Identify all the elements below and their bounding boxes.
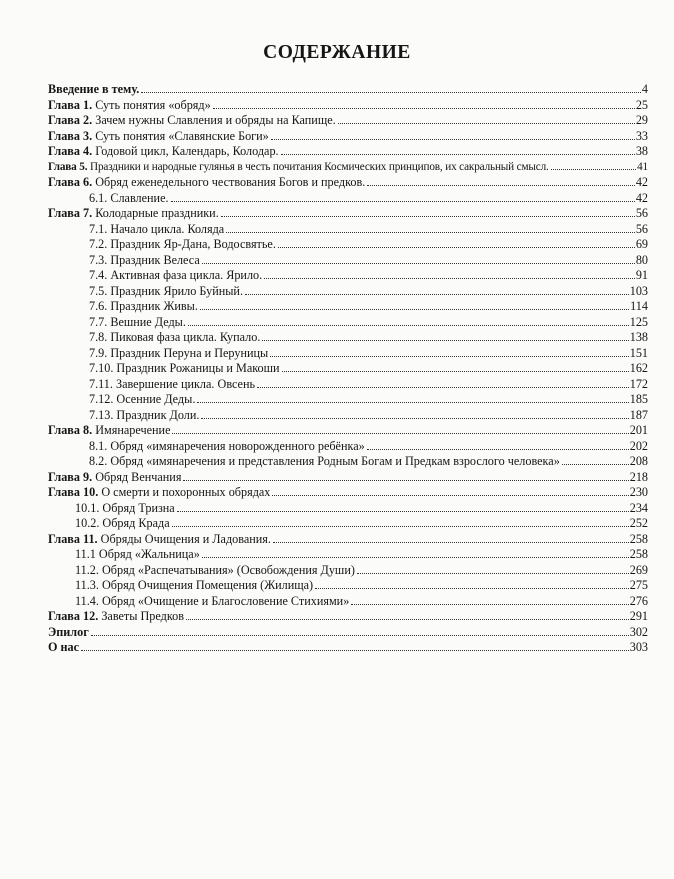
toc-entry-page: 29 bbox=[635, 113, 648, 127]
toc-entry bbox=[48, 547, 648, 563]
dot-leader bbox=[202, 263, 635, 264]
toc-entry-title: 7.9. Праздник Перуна и Перуницы bbox=[89, 345, 269, 360]
toc-entry bbox=[48, 346, 648, 362]
toc-entry bbox=[48, 439, 648, 455]
toc-entry-label bbox=[48, 160, 549, 176]
toc-entry-title: 7.4. Активная фаза цикла. Ярило. bbox=[89, 268, 263, 282]
toc-entry bbox=[48, 315, 648, 331]
toc-entry-title: 7.6. Праздник Живы. bbox=[89, 299, 198, 313]
toc-entry-page: 172 bbox=[629, 376, 648, 391]
dot-leader bbox=[201, 418, 628, 419]
toc-entry-label bbox=[48, 82, 139, 98]
toc-entry-page: 38 bbox=[635, 144, 648, 158]
dot-leader bbox=[221, 216, 635, 217]
toc-entry bbox=[48, 377, 648, 393]
toc-entry-title: 8.1. Обряд «имянаречения новорожденного ребёнка» bbox=[89, 438, 365, 453]
dot-leader bbox=[551, 169, 636, 170]
toc-entry-chapter: Глава 2. bbox=[48, 113, 93, 127]
dot-leader bbox=[271, 139, 635, 140]
toc-entry bbox=[48, 253, 648, 269]
toc-entry-label bbox=[75, 594, 349, 610]
toc-entry bbox=[48, 408, 648, 424]
toc-entry-label bbox=[89, 268, 262, 284]
toc-entry-page: 258 bbox=[629, 531, 648, 546]
toc-entry-page: 258 bbox=[629, 547, 648, 561]
toc-entry-page: 42 bbox=[635, 190, 648, 205]
dot-leader bbox=[281, 154, 635, 155]
dot-leader bbox=[367, 449, 629, 450]
dot-leader bbox=[202, 557, 629, 558]
dot-leader bbox=[315, 588, 629, 589]
toc-entry bbox=[48, 82, 648, 98]
toc-entry-label bbox=[48, 470, 181, 486]
toc-entry bbox=[48, 330, 648, 346]
toc-entry-title: 7.13. Праздник Доли. bbox=[89, 407, 200, 422]
dot-leader bbox=[562, 464, 629, 465]
toc-entry-title: Суть понятия «обряд» bbox=[95, 97, 211, 112]
toc-entry-label bbox=[48, 532, 271, 548]
toc-entry-page: 201 bbox=[629, 423, 648, 437]
dot-leader bbox=[270, 356, 629, 357]
dot-leader bbox=[226, 232, 635, 233]
toc-entry bbox=[48, 578, 648, 594]
dot-leader bbox=[245, 294, 629, 295]
toc-entry bbox=[48, 284, 648, 300]
toc-entry-label bbox=[89, 191, 169, 207]
toc-entry-page: 42 bbox=[635, 175, 648, 189]
toc-entry-chapter: Эпилог bbox=[48, 624, 89, 639]
toc-entry-label bbox=[89, 237, 276, 253]
toc-entry-chapter: Глава 5. bbox=[48, 160, 88, 173]
toc-entry-chapter: Введение в тему. bbox=[48, 82, 140, 96]
toc-entry-page: 138 bbox=[629, 330, 648, 344]
toc-entry-title: 11.3. Обряд Очищения Помещения (Жилища) bbox=[75, 578, 314, 592]
toc-entry-label bbox=[89, 408, 199, 424]
toc-entry-page: 56 bbox=[635, 221, 648, 236]
toc-entry bbox=[48, 532, 648, 548]
toc-entry bbox=[48, 237, 648, 253]
toc-entry-label bbox=[89, 377, 255, 393]
toc-entry bbox=[48, 268, 648, 284]
toc-entry-page: 218 bbox=[629, 469, 648, 484]
toc-entry-page: 302 bbox=[629, 624, 648, 639]
toc-entry bbox=[48, 299, 648, 315]
toc-entry-title: 10.2. Обряд Крада bbox=[75, 516, 170, 530]
dot-leader bbox=[200, 309, 629, 310]
toc-entry-label bbox=[48, 423, 170, 439]
dot-leader bbox=[273, 542, 629, 543]
toc-entry bbox=[48, 625, 648, 641]
toc-entry-label bbox=[48, 640, 79, 656]
toc-entry-label bbox=[75, 516, 170, 532]
dot-leader bbox=[172, 433, 628, 434]
toc-entry-page: 33 bbox=[635, 128, 648, 143]
toc-entry-page: 80 bbox=[635, 252, 648, 267]
toc-entry-title: 8.2. Обряд «имянаречения и представления Родным Богам и Предкам взрослого человека» bbox=[89, 454, 560, 468]
toc-entry-page: 230 bbox=[629, 485, 648, 499]
toc-entry bbox=[48, 361, 648, 377]
toc-entry bbox=[48, 609, 648, 625]
toc-entry bbox=[48, 175, 648, 191]
toc-entry-label bbox=[89, 315, 186, 331]
dot-leader bbox=[278, 247, 635, 248]
toc-entry bbox=[48, 516, 648, 532]
toc-entry-label bbox=[89, 284, 243, 300]
table-of-contents bbox=[48, 82, 648, 656]
toc-entry-title: 7.1. Начало цикла. Коляда bbox=[89, 221, 225, 236]
dot-leader bbox=[264, 278, 635, 279]
toc-entry bbox=[48, 594, 648, 610]
dot-leader bbox=[351, 604, 628, 605]
toc-entry-title: 11.1 Обряд «Жальница» bbox=[75, 547, 200, 561]
toc-entry-label bbox=[48, 129, 269, 145]
toc-entry-label bbox=[89, 222, 224, 238]
toc-entry-chapter: Глава 6. bbox=[48, 175, 93, 189]
toc-entry-label bbox=[89, 439, 365, 455]
toc-entry-page: 303 bbox=[629, 640, 648, 654]
toc-entry bbox=[48, 144, 648, 160]
toc-entry-page: 162 bbox=[629, 361, 648, 375]
toc-entry-page: 234 bbox=[629, 500, 648, 515]
toc-entry-title: Обряд Венчания bbox=[95, 469, 182, 484]
toc-entry-title: 7.7. Вешние Деды. bbox=[89, 314, 186, 329]
dot-leader bbox=[183, 480, 628, 481]
toc-entry-chapter: Глава 11. bbox=[48, 531, 98, 546]
toc-entry-label bbox=[48, 206, 219, 222]
toc-entry bbox=[48, 113, 648, 129]
dot-leader bbox=[257, 387, 629, 388]
toc-entry-page: 69 bbox=[635, 237, 648, 251]
toc-entry bbox=[48, 470, 648, 486]
toc-entry-page: 25 bbox=[635, 97, 648, 112]
toc-entry-title: 7.2. Праздник Яр-Дана, Водосвятье. bbox=[89, 237, 276, 251]
toc-entry-label bbox=[89, 361, 280, 377]
dot-leader bbox=[91, 635, 629, 636]
dot-leader bbox=[186, 619, 629, 620]
dot-leader bbox=[357, 573, 629, 574]
toc-entry-title: Праздники и народные гулянья в честь почитания Космических принципов, их сакральный смысл. bbox=[90, 160, 549, 173]
toc-entry-label bbox=[48, 625, 89, 641]
toc-entry-title: Имянаречение bbox=[95, 423, 171, 437]
toc-entry-label bbox=[89, 299, 198, 315]
toc-entry-title: 11.2. Обряд «Распечатывания» (Освобождения Души) bbox=[75, 562, 355, 577]
toc-entry-page: 291 bbox=[629, 609, 648, 623]
toc-entry-chapter: О нас bbox=[48, 640, 80, 654]
toc-entry-page: 91 bbox=[635, 268, 648, 282]
toc-entry-page: 208 bbox=[629, 454, 648, 468]
toc-entry-label bbox=[48, 98, 211, 114]
toc-entry bbox=[48, 222, 648, 238]
dot-leader bbox=[177, 511, 629, 512]
toc-entry-title: Обряды Очищения и Ладования. bbox=[100, 531, 271, 546]
toc-entry-chapter: Глава 7. bbox=[48, 206, 93, 220]
toc-entry-label bbox=[75, 578, 313, 594]
toc-entry-label bbox=[89, 330, 260, 346]
toc-entry-label bbox=[48, 175, 365, 191]
dot-leader bbox=[172, 526, 629, 527]
page-title: СОДЕРЖАНИЕ bbox=[263, 42, 411, 63]
toc-entry-chapter: Глава 3. bbox=[48, 128, 93, 143]
toc-entry-title: Зачем нужны Славления и обряды на Капище. bbox=[95, 113, 336, 127]
toc-entry-title: О смерти и похоронных обрядах bbox=[101, 485, 271, 499]
toc-entry-chapter: Глава 10. bbox=[48, 485, 99, 499]
toc-entry-label bbox=[48, 144, 279, 160]
toc-entry-title: 7.11. Завершение цикла. Овсень bbox=[89, 376, 256, 391]
toc-entry-chapter: Глава 9. bbox=[48, 469, 93, 484]
dot-leader bbox=[282, 371, 629, 372]
toc-entry-label bbox=[89, 454, 560, 470]
toc-entry bbox=[48, 563, 648, 579]
toc-entry bbox=[48, 129, 648, 145]
toc-entry-title: 7.3. Праздник Велеса bbox=[89, 252, 200, 267]
toc-entry-page: 114 bbox=[630, 299, 648, 313]
toc-entry-title: 7.12. Осенние Деды. bbox=[89, 392, 196, 406]
toc-entry-page: 125 bbox=[629, 314, 648, 329]
dot-leader bbox=[367, 185, 635, 186]
toc-entry bbox=[48, 485, 648, 501]
toc-entry-page: 252 bbox=[629, 516, 648, 530]
toc-entry-chapter: Глава 4. bbox=[48, 144, 93, 158]
toc-entry-chapter: Глава 1. bbox=[48, 97, 93, 112]
toc-entry-page: 103 bbox=[629, 283, 648, 298]
toc-entry bbox=[48, 640, 648, 656]
toc-entry-title: 7.10. Праздник Рожаницы и Макоши bbox=[89, 361, 280, 375]
toc-entry-title: 10.1. Обряд Тризна bbox=[75, 500, 175, 515]
toc-entry-page: 269 bbox=[629, 562, 648, 577]
toc-entry-label bbox=[89, 253, 200, 269]
toc-entry-label bbox=[75, 547, 200, 563]
toc-entry-title: Обряд еженедельного чествования Богов и предков. bbox=[95, 175, 366, 189]
toc-entry-title: 7.5. Праздник Ярило Буйный. bbox=[89, 283, 243, 298]
toc-entry bbox=[48, 160, 648, 176]
toc-entry-page: 276 bbox=[629, 593, 648, 608]
toc-entry bbox=[48, 98, 648, 114]
toc-entry-label bbox=[48, 485, 270, 501]
toc-entry-title: 11.4. Обряд «Очищение и Благословение Стихиями» bbox=[75, 593, 350, 608]
toc-entry-page: 202 bbox=[629, 438, 648, 453]
dot-leader bbox=[262, 340, 628, 341]
toc-entry-label bbox=[75, 563, 355, 579]
dot-leader bbox=[171, 201, 635, 202]
toc-entry-title: Годовой цикл, Календарь, Колодар. bbox=[95, 144, 279, 158]
toc-entry-chapter: Глава 8. bbox=[48, 423, 93, 437]
toc-entry-page: 41 bbox=[637, 160, 648, 173]
toc-entry-title: Колодарные праздники. bbox=[95, 206, 219, 220]
toc-entry-label bbox=[89, 346, 268, 362]
toc-entry-label bbox=[48, 609, 184, 625]
toc-entry-label bbox=[48, 113, 336, 129]
toc-entry-title: 7.8. Пиковая фаза цикла. Купало. bbox=[89, 330, 261, 344]
dot-leader bbox=[141, 92, 641, 93]
dot-leader bbox=[81, 650, 629, 651]
toc-entry-page: 185 bbox=[629, 392, 648, 406]
dot-leader bbox=[188, 325, 629, 326]
toc-entry-page: 275 bbox=[629, 578, 648, 592]
toc-entry-page: 56 bbox=[635, 206, 648, 220]
toc-entry-page: 151 bbox=[629, 345, 648, 360]
toc-entry bbox=[48, 501, 648, 517]
toc-entry-label bbox=[75, 501, 175, 517]
toc-entry-title: Заветы Предков bbox=[101, 609, 184, 623]
dot-leader bbox=[197, 402, 628, 403]
toc-entry-page: 187 bbox=[629, 407, 648, 422]
toc-entry bbox=[48, 454, 648, 470]
dot-leader bbox=[213, 108, 635, 109]
toc-entry bbox=[48, 206, 648, 222]
toc-entry-page: 4 bbox=[641, 82, 648, 96]
toc-entry bbox=[48, 392, 648, 408]
toc-entry-label bbox=[89, 392, 195, 408]
dot-leader bbox=[272, 495, 628, 496]
toc-entry-title: Суть понятия «Славянские Боги» bbox=[95, 128, 269, 143]
toc-entry-chapter: Глава 12. bbox=[48, 609, 99, 623]
toc-entry bbox=[48, 191, 648, 207]
dot-leader bbox=[338, 123, 635, 124]
toc-entry bbox=[48, 423, 648, 439]
toc-entry-title: 6.1. Славление. bbox=[89, 190, 169, 205]
